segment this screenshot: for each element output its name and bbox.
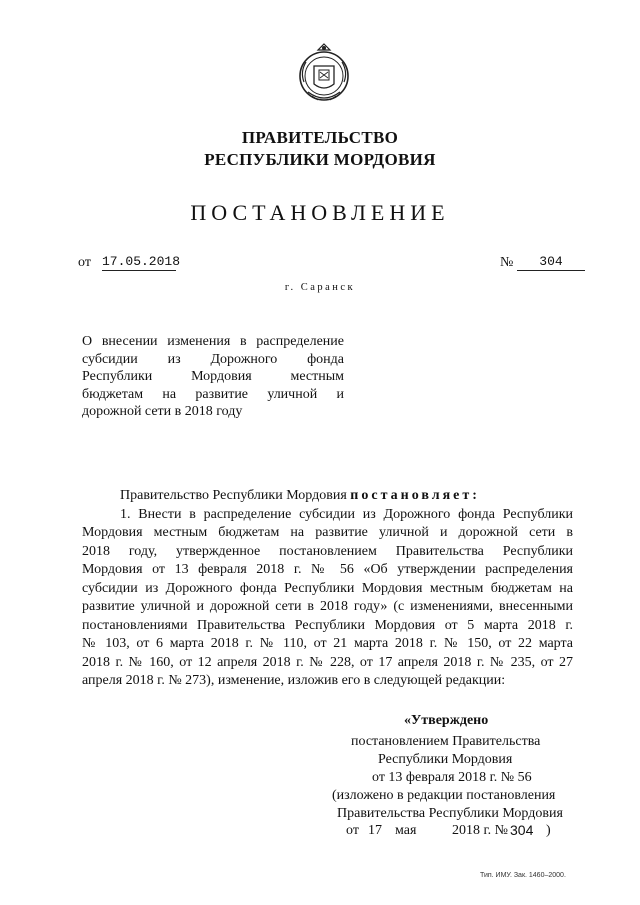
- paragraph-line: № 103, от 6 марта 2018 г. № 110, от 21 марта 2018 г. № 150, от 22 марта: [82, 636, 573, 651]
- intro-line: [82, 487, 573, 506]
- paragraph-line: развитие уличной и дорожной сети в 2018 году» (с изменениями, внесенными: [82, 599, 573, 614]
- approved-number: 304: [510, 822, 534, 838]
- intro-prefix: Правительство Республики Мордовия: [120, 488, 347, 503]
- approved-line: Правительства Республики Мордовия: [337, 806, 563, 821]
- approved-line: постановлением Правительства: [351, 734, 541, 749]
- date-value: 17.05.2018: [102, 254, 181, 269]
- paragraph-line: Мордовия от 13 февраля 2018 г. № 56 «Об утверждении распределения: [82, 562, 573, 577]
- subject-line: О внесении изменения в распределение: [82, 334, 344, 349]
- printer-mark: Тип. ИМУ. Зак. 1460–2000.: [480, 872, 566, 879]
- paragraph-line: постановлениями Правительства Республики Мордовия от 5 марта 2018 г.: [82, 617, 573, 633]
- approved-date-day: 17: [368, 823, 382, 838]
- paragraph-line: субсидии из Дорожного фонда Республики Мордовия местным бюджетам на: [82, 580, 573, 596]
- approved-date-year: 2018 г. №: [452, 823, 509, 838]
- org-name-line2: РЕСПУБЛИКИ МОРДОВИЯ: [204, 150, 436, 169]
- approved-date-from: от: [346, 823, 359, 838]
- approved-date-month: мая: [395, 823, 417, 838]
- coat-of-arms-emblem: [296, 42, 352, 106]
- body-text: [82, 487, 573, 691]
- approved-line: Республики Мордовия: [378, 752, 513, 767]
- intro-decree: постановляет:: [350, 488, 480, 503]
- approved-title: «Утверждено: [404, 713, 489, 728]
- paragraph-line: 2018 году, утвержденное постановлением Правительства Республики: [82, 543, 573, 559]
- number-value: 304: [517, 254, 585, 271]
- paragraph-line: 1. Внести в распределение субсидии из Дорожного фонда Республики: [120, 506, 573, 522]
- org-name-line1: ПРАВИТЕЛЬСТВО: [241, 128, 399, 147]
- subject-block: [82, 333, 344, 421]
- paragraph-line: 2018 г. № 160, от 12 апреля 2018 г. № 228, от 17 апреля 2018 г. № 235, от 27: [82, 654, 573, 670]
- paragraph-line: Мордовия местным бюджетам на развитие уличной и дорожной сети в: [82, 525, 573, 540]
- subject-line: субсидии из Дорожного фонда: [82, 351, 344, 367]
- subject-line: Республики Мордовия местным: [82, 369, 344, 384]
- approved-line: (изложено в редакции постановления: [332, 788, 556, 803]
- city-name: г. Саранск: [284, 282, 356, 293]
- paragraph-line: апреля 2018 г. № 273), изменение, изложив его в следующей редакции:: [82, 673, 506, 688]
- document-type-title: ПОСТАНОВЛЕНИЕ: [190, 200, 450, 225]
- approved-line: от 13 февраля 2018 г. № 56: [372, 770, 532, 785]
- subject-line: дорожной сети в 2018 году: [82, 404, 243, 419]
- subject-line: бюджетам на развитие уличной и: [82, 386, 344, 402]
- number-label: №: [500, 255, 514, 270]
- date-label: от: [78, 255, 91, 270]
- approved-close-paren: ): [546, 823, 551, 838]
